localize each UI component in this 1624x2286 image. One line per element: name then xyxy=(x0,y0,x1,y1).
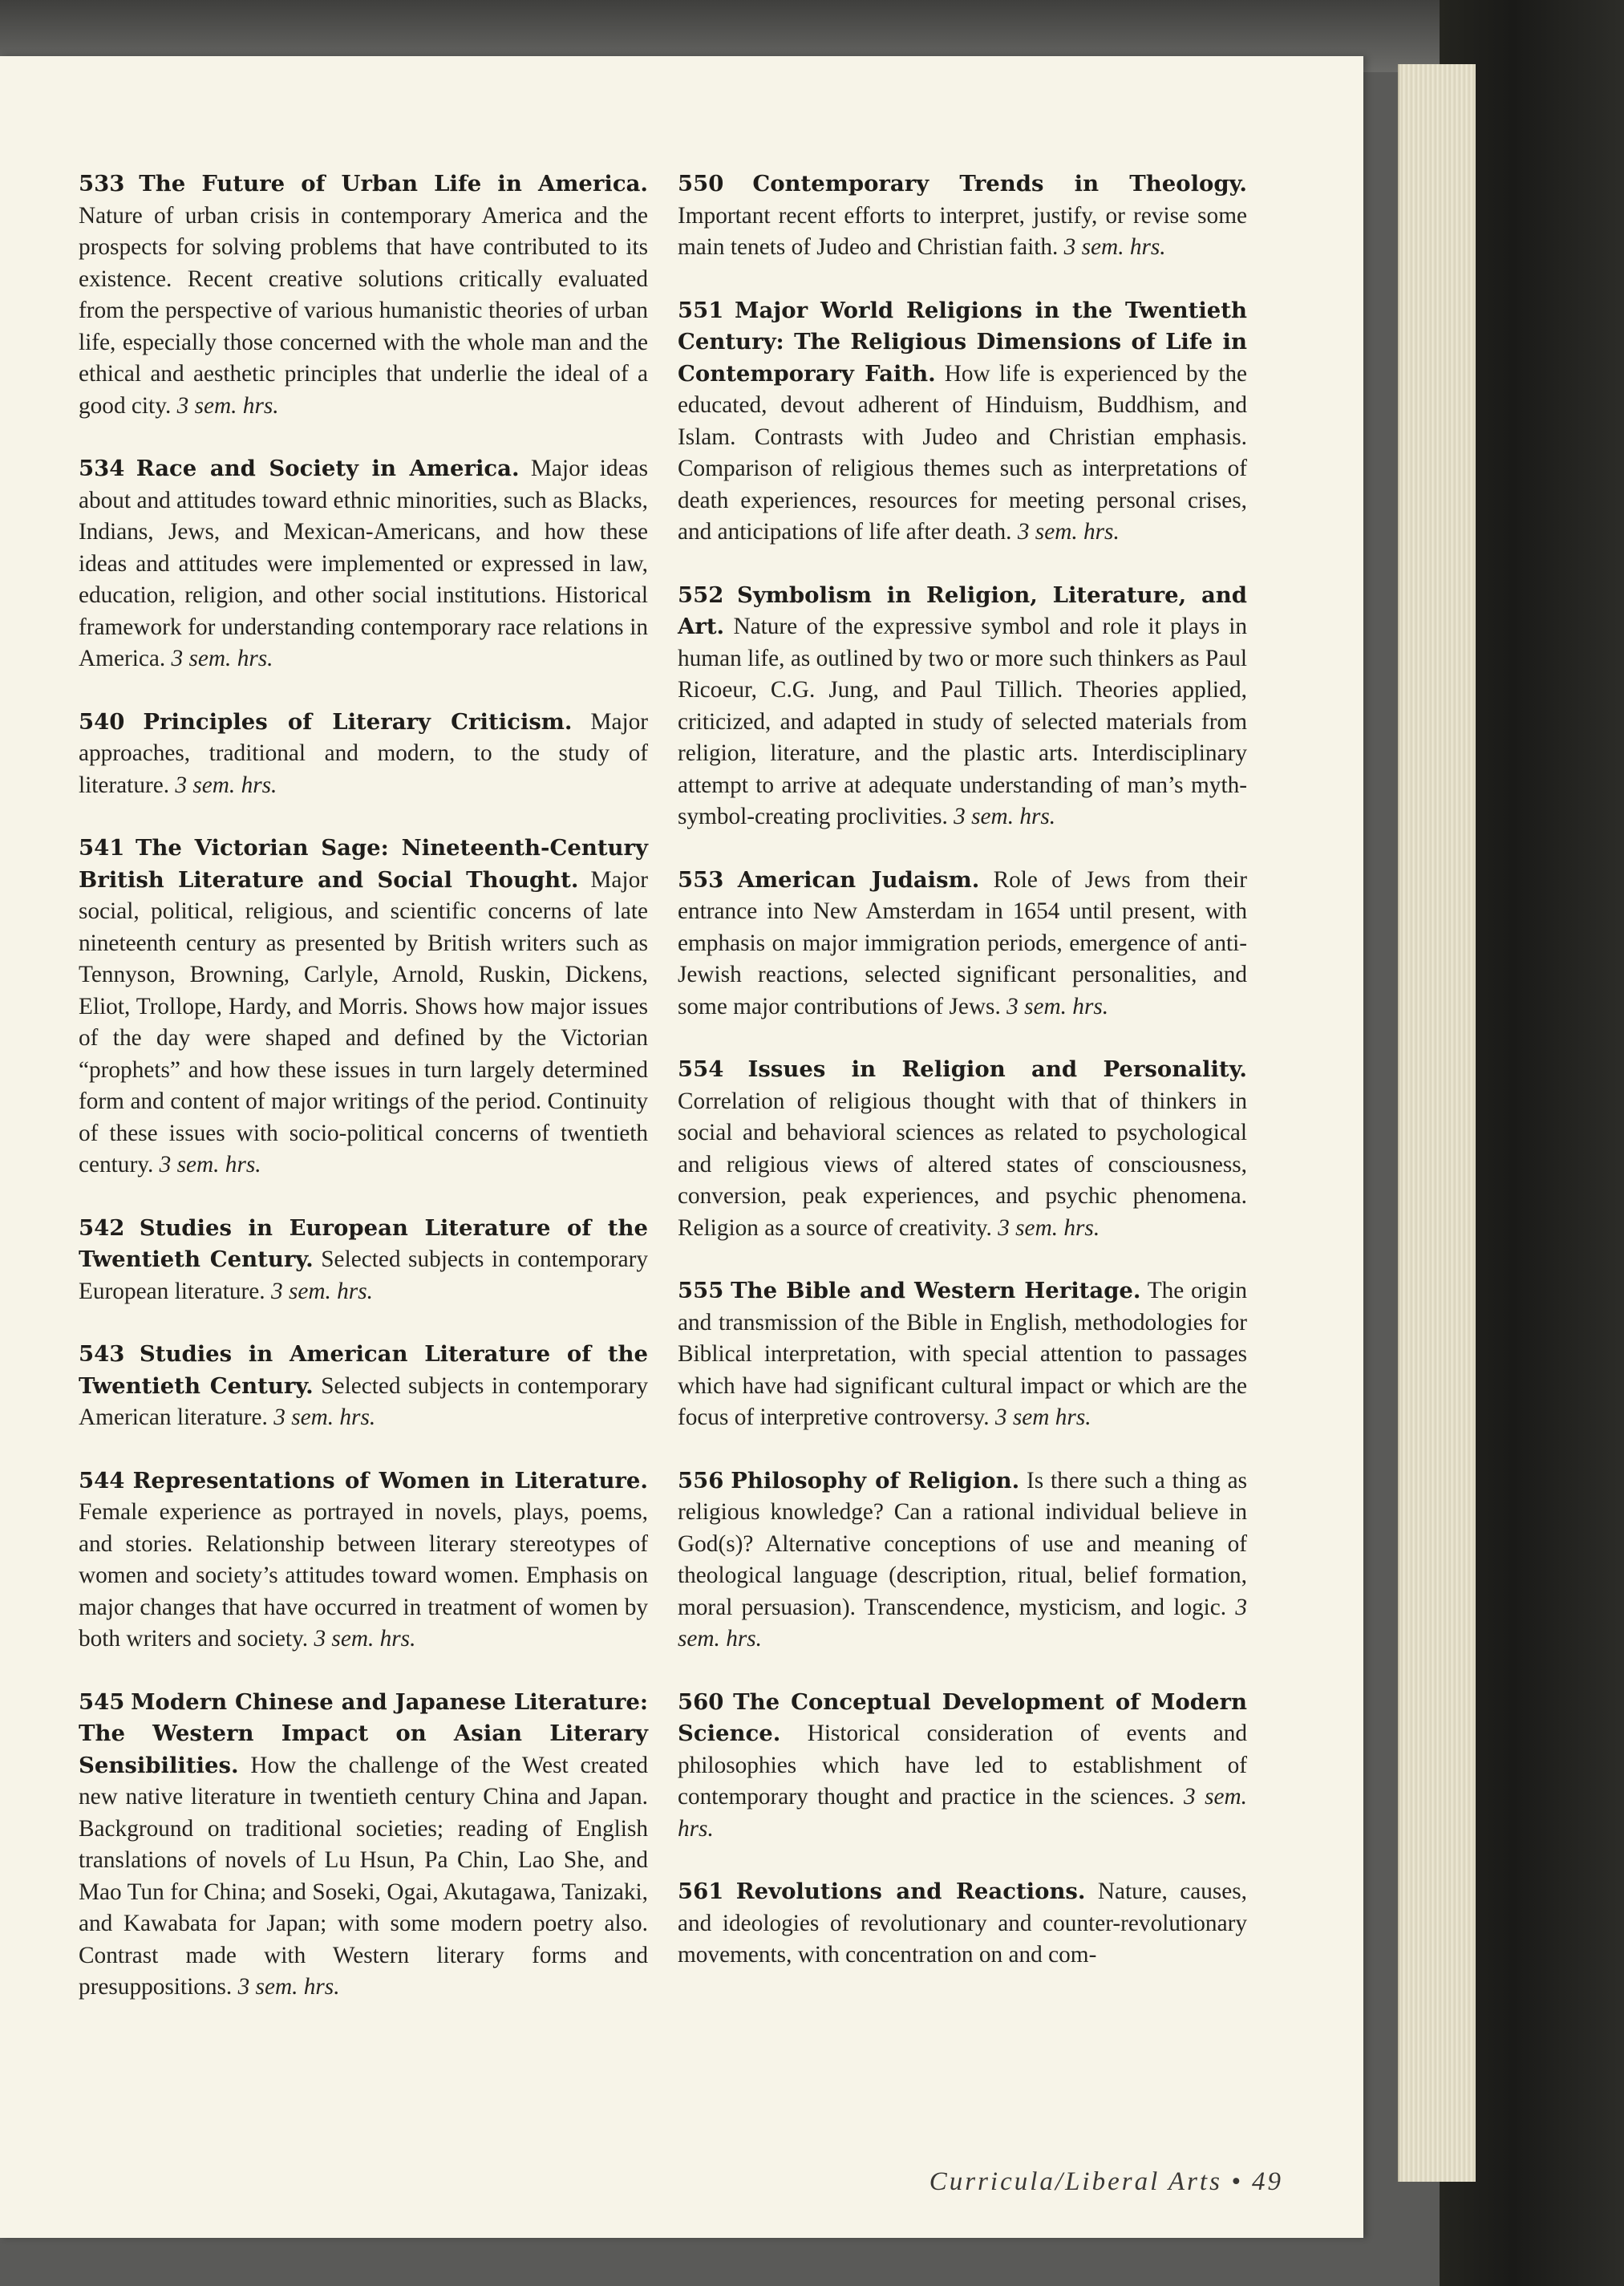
course-number: 545 xyxy=(79,1688,125,1715)
course-description: How the challenge of the West created new native literature in twentieth century China and Japan. Background on traditional societies; reading of English translations of novels of Lu Hsun, Pa Chin, Lao She, and Mao Tun for China; and Soseki, Ogai, Akutagawa, Tanizaki, and Kawabata for Japan; with some modern poetry also. Contrast made with Western literary forms and presuppositions. xyxy=(79,1752,649,2000)
course-entry xyxy=(678,865,1247,1023)
course-title: Contemporary Trends in Theology. xyxy=(752,171,1247,197)
course-description: The origin and transmission of the Bible in English, methodologies for Biblical interpretation, with special attention to passages which have had significant cultural impact or which are the focus of interpretive controversy. xyxy=(678,1278,1248,1430)
course-entry xyxy=(678,580,1247,833)
course-number: 556 xyxy=(678,1467,724,1494)
course-entry xyxy=(678,1054,1247,1244)
course-description: Nature of urban crisis in contemporary America and the prospects for solving problems that have contributed to its existence. Recent creative solutions critically evaluated from the perspective of various humanistic theories of urban life, especially those concerned with the whole man and the ethical and aesthetic principles that underlie the ideal of a good city. xyxy=(79,202,648,419)
course-description: Is there such a thing as religious knowledge? Can a rational individual believe in God(s)? Alternative conceptions of use and meaning of theological language (description, ritual, belief formation, moral persuasion). Transcendence, mysticism, and logic. xyxy=(678,1467,1247,1620)
course-number: 544 xyxy=(79,1467,125,1494)
course-credit: 3 sem hrs. xyxy=(994,1404,1091,1430)
course-description: Role of Jews from their entrance into New Amsterdam in 1654 until present, with emphasis on major immigration periods, emergence of anti-Jewish reactions, selected significant personalities, and some major contributions of Jews. xyxy=(678,866,1248,1019)
running-head: Curricula/Liberal Arts xyxy=(929,2167,1222,2196)
course-credit: 3 sem. hrs. xyxy=(1006,993,1109,1019)
course-entry xyxy=(678,1687,1247,1846)
course-entry xyxy=(678,168,1247,264)
course-entry xyxy=(678,295,1247,549)
course-description: How life is experienced by the educated, devout adherent of Hinduism, Buddhism, and Islam. Contrasts with Judeo and Christian emphasis. Comparison of religious themes such as interpretations of death experiences, resources for meeting personal crises, and anticipations of life after death. xyxy=(678,360,1247,545)
course-description: Historical consideration of events and philosophies which have led to establishment of contemporary thought and practice in the sciences. xyxy=(678,1721,1248,1810)
course-credit: 3 sem. hrs. xyxy=(678,1594,1247,1652)
course-title: Issues in Religion and Personality. xyxy=(747,1056,1248,1082)
course-credit: 3 sem. hrs. xyxy=(273,1404,376,1430)
left-column xyxy=(79,168,648,2035)
course-description: Female experience as portrayed in novels, plays, poems, and stories. Relationship between literary stereotypes of women and society’s attitudes toward women. Emphasis on major changes that have occurred in treatment of women by both writers and society. xyxy=(79,1499,648,1652)
course-description: Selected subjects in contemporary European literature. xyxy=(79,1246,649,1304)
course-number: 541 xyxy=(79,835,125,861)
page-edges xyxy=(1398,64,1476,2182)
course-title: Representations of Women in Literature. xyxy=(132,1467,648,1494)
course-credit: 3 sem. hrs. xyxy=(998,1214,1100,1241)
course-credit: 3 sem. hrs. xyxy=(314,1626,416,1652)
course-title: The Future of Urban Life in America. xyxy=(139,171,648,197)
course-number: 550 xyxy=(678,171,724,197)
course-number: 543 xyxy=(79,1341,125,1367)
course-number: 552 xyxy=(678,582,724,608)
course-description: Nature, causes, and ideologies of revolutionary and counter-revolutionary movements, with concentration on and com- xyxy=(678,1879,1247,1968)
course-description: Selected subjects in contemporary American literature. xyxy=(79,1372,649,1430)
course-number: 542 xyxy=(79,1214,125,1241)
course-title: Modern Chinese and Japanese Literature: The Western Impact on Asian Literary Sensibilities. xyxy=(79,1688,649,1778)
course-title: The Victorian Sage: Nineteenth-Century British Literature and Social Thought. xyxy=(79,835,649,893)
course-entry xyxy=(79,707,648,802)
course-number: 551 xyxy=(678,297,724,323)
course-description: Nature of the expressive symbol and role it plays in human life, as outlined by two or more such thinkers as Paul Ricoeur, C.G. Jung, and Paul Tillich. Theories applied, criticized, and adapted in study of selected materials from religion, literature, and the plastic arts. Interdisciplinary attempt to arrive at adequate understanding of man’s myth-symbol-creating proclivities. xyxy=(678,614,1248,829)
course-number: 553 xyxy=(678,866,724,893)
course-credit: 3 sem. hrs. xyxy=(1017,519,1120,545)
course-title: Studies in American Literature of the Twentieth Century. xyxy=(79,1341,649,1399)
course-credit: 3 sem. hrs. xyxy=(176,392,279,419)
course-number: 561 xyxy=(678,1879,724,1904)
page-number: 49 xyxy=(1252,2167,1283,2196)
course-entry xyxy=(79,833,648,1182)
course-credit: 3 sem. hrs. xyxy=(237,1974,340,2000)
course-credit: 3 sem. hrs. xyxy=(159,1152,261,1177)
course-credit: 3 sem. hrs. xyxy=(678,1784,1248,1842)
course-title: Studies in European Literature of the Twentieth Century. xyxy=(79,1214,648,1272)
course-description: Important recent efforts to interpret, justify, or revise some main tenets of Judeo and Christian faith. xyxy=(678,202,1247,260)
course-number: 555 xyxy=(678,1278,724,1303)
course-entry xyxy=(79,1687,648,2004)
course-number: 554 xyxy=(678,1056,724,1082)
course-title: Major World Religions in the Twentieth Century: The Religious Dimensions of Life in Contemporary Faith. xyxy=(678,297,1247,387)
right-column xyxy=(678,168,1247,2003)
course-title: The Bible and Western Heritage. xyxy=(731,1278,1141,1303)
course-title: Philosophy of Religion. xyxy=(731,1467,1020,1494)
course-description: Major approaches, traditional and modern, to the study of literature. xyxy=(79,708,648,798)
course-description: Major social, political, religious, and scientific concerns of late nineteenth century as presented by British writers such as Tennyson, Browning, Carlyle, Arnold, Ruskin, Dickens, Eliot, Trollope, Hardy, and Morris. Shows how major issues of the day were shaped and defined by the Victorian “prophets” and how these issues in turn largely determined form and content of major writings of the period. Continuity of these issues with socio-political concerns of twentieth century. xyxy=(79,866,648,1177)
course-description: Correlation of religious thought with that of thinkers in social and behavioral sciences as related to psychological and religious views of altered states of consciousness, conversion, peak experiences, and psychic phenomena. Religion as a source of creativity. xyxy=(678,1088,1247,1241)
course-number: 533 xyxy=(79,171,125,197)
course-title: American Judaism. xyxy=(737,866,980,893)
footer-bullet: • xyxy=(1231,2167,1243,2196)
course-number: 560 xyxy=(678,1688,724,1715)
course-title: Revolutions and Reactions. xyxy=(735,1879,1086,1904)
course-credit: 3 sem. hrs. xyxy=(171,646,273,671)
course-title: Principles of Literary Criticism. xyxy=(143,708,573,735)
course-entry xyxy=(79,168,648,422)
course-title: Race and Society in America. xyxy=(136,456,520,481)
course-entry xyxy=(79,453,648,675)
course-credit: 3 sem. hrs. xyxy=(175,772,277,798)
course-credit: 3 sem. hrs. xyxy=(270,1278,373,1304)
course-title: The Conceptual Development of Modern Science. xyxy=(678,1688,1248,1746)
course-title: Symbolism in Religion, Literature, and Art. xyxy=(678,582,1248,639)
course-entry xyxy=(678,1876,1247,1972)
course-credit: 3 sem. hrs. xyxy=(1063,234,1166,260)
course-entry xyxy=(79,1213,648,1308)
course-credit: 3 sem. hrs. xyxy=(954,804,1056,829)
course-entry xyxy=(678,1275,1247,1434)
course-description: Major ideas about and attitudes toward ethnic minorities, such as Blacks, Indians, Jews, and Mexican-Americans, and how these ideas and attitudes were implemented or expressed in law, education, religion, and other social institutions. Historical framework for understanding contemporary race relations in America. xyxy=(79,456,648,671)
course-entry xyxy=(678,1465,1247,1656)
course-number: 534 xyxy=(79,456,125,481)
course-entry xyxy=(79,1465,648,1656)
catalog-page xyxy=(0,56,1363,2238)
course-entry xyxy=(79,1339,648,1434)
course-number: 540 xyxy=(79,708,125,735)
page-footer xyxy=(898,2167,1283,2197)
